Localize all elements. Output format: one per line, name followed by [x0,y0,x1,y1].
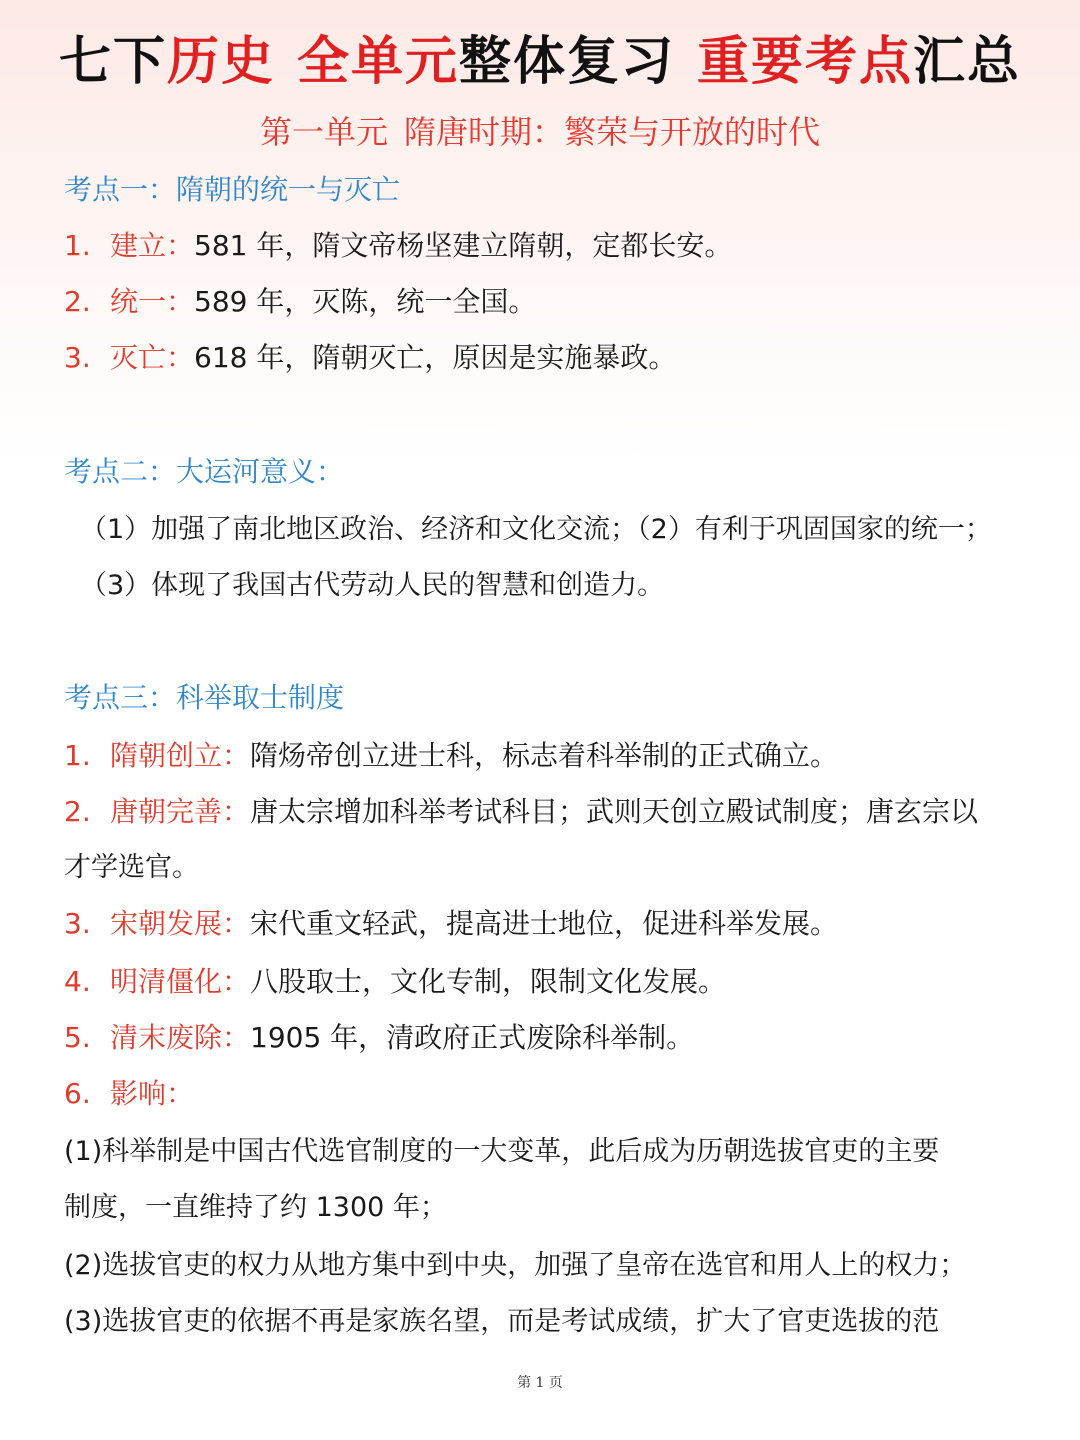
page-title [0,28,1080,96]
item-text: 589 年，灭陈，统一全国。 [194,285,537,318]
title-part-highlight: 全单元 [296,32,459,92]
item-text: 1905 年，清政府正式废除科举制。 [250,1021,695,1054]
section-heading-2: 考点二：大运河意义： [64,455,345,488]
item-number: 6. [64,1077,91,1110]
item-number: 1. [64,229,91,262]
item-label: 清末废除： [110,1021,251,1054]
item-label: 灭亡： [110,341,195,374]
item-label: 影响： [110,1077,195,1110]
paragraph-line: (2)选拔官吏的权力从地方集中到中央，加强了皇帝在选官和用人上的权力； [64,1250,967,1281]
list-item [64,1016,694,1060]
item-label: 统一： [110,285,195,318]
list-item [64,336,676,380]
item-text: 宋代重文轻武，提高进士地位，促进科举发展。 [250,907,839,940]
list-item [64,1072,194,1116]
item-label: 明清僵化： [110,965,251,998]
item-text: 隋炀帝创立进士科，标志着科举制的正式确立。 [250,739,839,772]
paragraph-line: (3)选拔官吏的依据不再是家族名望，而是考试成绩，扩大了官吏选拔的范 [64,1306,940,1337]
paragraph-line: 制度，一直维持了约 1300 年； [64,1192,447,1223]
title-part-highlight: 重要考点 [697,32,914,92]
item-text: 581 年，隋文帝杨坚建立隋朝，定都长安。 [194,229,733,262]
section-heading-3: 考点三：科举取士制度 [64,681,345,714]
item-number: 4. [64,965,91,998]
item-text: 八股取士，文化专制，限制文化发展。 [250,965,727,998]
title-part: 汇总 [913,32,1022,92]
item-number: 1. [64,739,91,772]
paragraph-line: (1)科举制是中国古代选官制度的一大变革，此后成为历朝选拔官吏的主要 [64,1136,940,1167]
item-number: 2. [64,795,91,828]
item-number: 3. [64,341,91,374]
paragraph-line: （3）体现了我国古代劳动人民的智慧和创造力。 [80,570,665,601]
paragraph-line: 才学选官。 [64,852,199,883]
unit-topic: 隋唐时期：繁荣与开放的时代 [404,113,821,151]
unit-name: 第一单元 [259,113,388,151]
unit-heading [0,108,1080,156]
page-number: 第 1 页 [517,1375,563,1391]
list-item [64,960,726,1004]
item-number: 3. [64,907,91,940]
item-text: 唐太宗增加科举考试科目；武则天创立殿试制度；唐玄宗以 [250,795,979,828]
item-label: 建立： [110,229,195,262]
item-number: 2. [64,285,91,318]
list-item [64,790,978,834]
list-item [64,734,838,778]
item-label: 隋朝创立： [110,739,251,772]
item-text: 618 年，隋朝灭亡，原因是实施暴政。 [194,341,677,374]
section-heading-1: 考点一：隋朝的统一与灭亡 [64,173,401,206]
list-item [64,224,732,268]
list-item [64,902,838,946]
item-label: 宋朝发展： [110,907,251,940]
list-item [64,280,536,324]
item-label: 唐朝完善： [110,795,251,828]
title-part: 七下 [58,32,167,92]
paragraph-line: （1）加强了南北地区政治、经济和文化交流；（2）有利于巩固国家的统一； [80,514,992,545]
title-part: 整体复习 [459,32,676,92]
item-number: 5. [64,1021,91,1054]
title-part-highlight: 历史 [166,32,275,92]
